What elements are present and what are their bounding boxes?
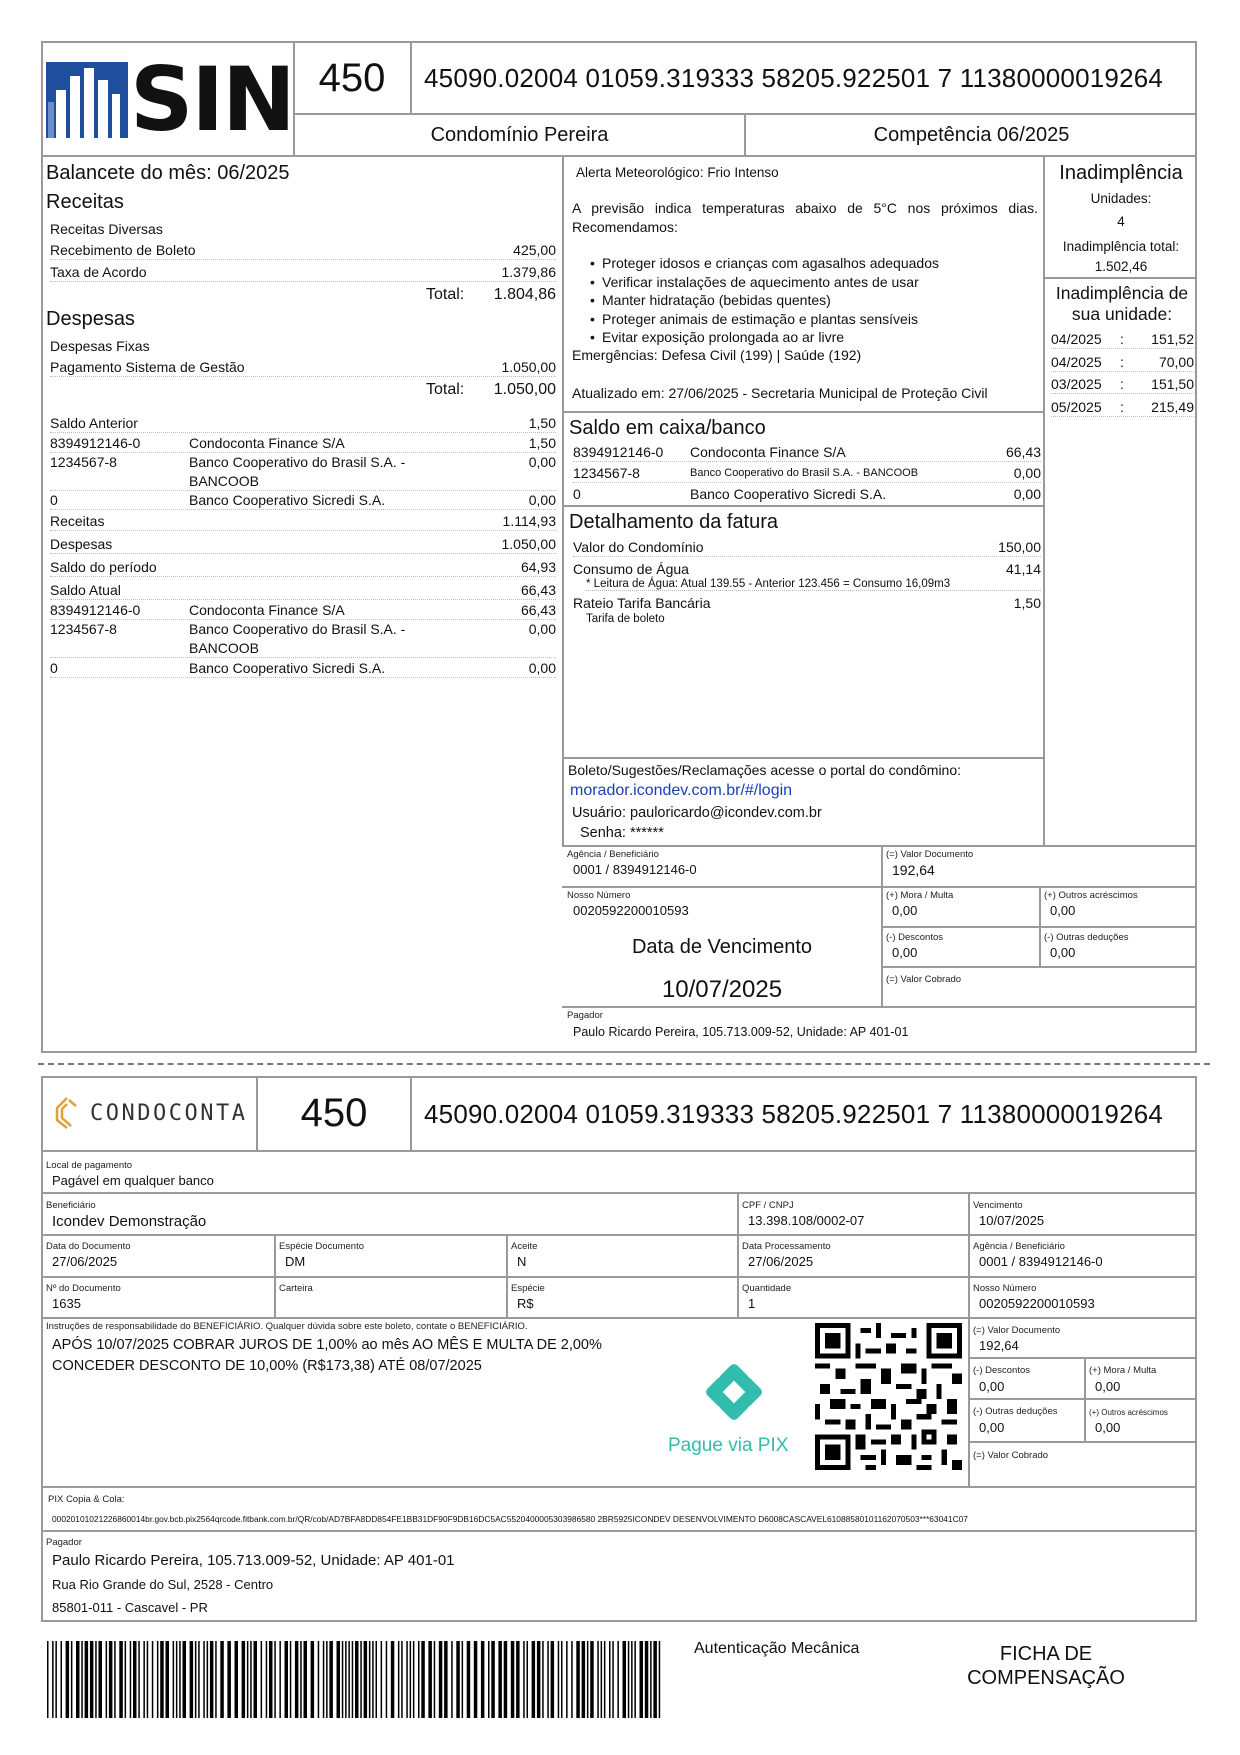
barcode-bar — [566, 1641, 568, 1718]
doc-value: 192,64 — [892, 862, 935, 878]
barcode-bar — [571, 1641, 573, 1718]
barcode-bar — [311, 1641, 315, 1718]
barcode-bar — [527, 1641, 529, 1718]
slip-our-number-label: Nosso Número — [973, 1283, 1037, 1294]
pix-copy-label: PIX Copia & Cola: — [48, 1494, 125, 1505]
barcode-bar — [183, 1641, 187, 1718]
doc-date-value: 27/06/2025 — [52, 1254, 118, 1269]
expense-row: Pagamento Sistema de Gestão 1.050,00 — [50, 359, 556, 375]
delinquency-total-label: Inadimplência total: — [1062, 239, 1180, 254]
barcode-bar — [609, 1641, 611, 1718]
slip-mora-value: 0,00 — [1095, 1379, 1121, 1394]
discount-label: (-) Descontos — [886, 932, 944, 943]
barcode-bar — [542, 1641, 544, 1718]
current-account-row: 0 Banco Cooperativo Sicredi S.A. 0,00 — [50, 660, 556, 676]
barcode-bar — [125, 1641, 127, 1718]
delinquency-units-label: Unidades: — [1090, 191, 1152, 206]
other-ded-label: (-) Outras deduções — [1044, 932, 1129, 943]
cash-row: 1234567-8 Banco Cooperativo do Brasil S.A. - BANCOOB 0,00 — [573, 465, 1041, 481]
our-number-value: 0020592200010593 — [573, 903, 689, 918]
barcode-bar — [537, 1641, 541, 1718]
barcode-bar — [386, 1641, 388, 1718]
barcode-bar — [398, 1641, 400, 1718]
pix-copy-value[interactable]: 00020101021226860014br.gov.bcb.pix2564qrcode.fitbank.com.br/QR/cob/AD7BFA8DD854FE1BB31DF90F9DB16DC5AC5520400005303986580 2BR5925ICONDEV DESENVOLVIMENTO D6008CASCAVEL61088580101162070503***63041C07 — [52, 1514, 968, 1524]
alert-updated: Atualizado em: 27/06/2025 - Secretaria Municipal de Proteção Civil — [572, 385, 988, 401]
barcode-bar — [381, 1641, 383, 1718]
barcode-bar — [467, 1641, 471, 1718]
revenue-row: Taxa de Acordo 1.379,86 — [50, 264, 556, 280]
competence: Competência 06/2025 — [873, 124, 1070, 146]
summary-row: Receitas 1.114,93 — [50, 513, 556, 529]
alert-intro: A previsão indica temperaturas abaixo de 5°C nos próximos dias. Recomendamos: — [572, 200, 1038, 235]
slip-other-add-label: (+) Outros acréscimos — [1089, 1408, 1168, 1417]
barcode-bar — [491, 1641, 495, 1718]
barcode — [47, 1641, 667, 1718]
portal-link[interactable]: morador.icondev.com.br/#/login — [570, 782, 793, 799]
sin-logo — [46, 48, 294, 151]
barcode-bar — [576, 1641, 580, 1718]
barcode-bar — [210, 1641, 214, 1718]
barcode-bar — [498, 1641, 502, 1718]
expenses-group: Despesas Fixas — [50, 338, 150, 354]
doc-no-value: 1635 — [52, 1296, 81, 1311]
barcode-bar — [645, 1641, 649, 1718]
barcode-bar — [247, 1641, 249, 1718]
barcode-bar — [488, 1641, 490, 1718]
barcode-bar — [444, 1641, 448, 1718]
mora-value: 0,00 — [892, 903, 918, 918]
barcode-bar — [279, 1641, 281, 1718]
slip-payer-line: Paulo Ricardo Pereira, 105.713.009-52, Unidade: AP 401-01 — [52, 1552, 455, 1569]
accept-label: Aceite — [511, 1241, 538, 1252]
doc-date-label: Data do Documento — [46, 1241, 131, 1252]
slip-mora-label: (+) Mora / Multa — [1089, 1365, 1157, 1376]
alert-item: • Proteger animais de estimação e plantas sensíveis — [586, 310, 1036, 329]
barcode-bar — [227, 1641, 231, 1718]
doc-value-label: (=) Valor Documento — [886, 849, 974, 860]
qty-label: Quantidade — [742, 1283, 792, 1294]
revenues-group: Receitas Diversas — [50, 221, 163, 237]
barcode-bar — [418, 1641, 420, 1718]
barcode-bar — [90, 1641, 94, 1718]
place-value: Pagável em qualquer banco — [52, 1173, 214, 1188]
condoconta-logo — [54, 1094, 254, 1134]
barcode-bar — [337, 1641, 341, 1718]
portal-password: Senha: ****** — [580, 825, 664, 841]
barcode-line: 45090.02004 01059.319333 58205.922501 7 11380000019264 — [424, 63, 1164, 93]
beneficiary-value: Icondev Demonstração — [52, 1213, 207, 1230]
barcode-bar — [114, 1641, 116, 1718]
alert-item: • Manter hidratação (bebidas quentes) — [586, 291, 1036, 310]
barcode-bar — [434, 1641, 436, 1718]
slip-agency-value: 0001 / 8394912146-0 — [979, 1254, 1103, 1269]
barcode-bar — [369, 1641, 371, 1718]
qty-value: 1 — [748, 1296, 756, 1311]
mora-label: (+) Mora / Multa — [886, 890, 954, 901]
current-account-row: 1234567-8 Banco Cooperativo do Brasil S.A. - 0,00 — [50, 621, 556, 637]
invoice-water-row: Consumo de Água 41,14 — [573, 561, 1041, 577]
barcode-bar — [547, 1641, 549, 1718]
barcode-bar — [364, 1641, 368, 1718]
instruction-line: APÓS 10/07/2025 COBRAR JUROS DE 1,00% ao mês AO MÊS E MULTA DE 2,00% — [52, 1337, 602, 1353]
other-add-label: (+) Outros acréscimos — [1044, 890, 1138, 901]
current-account-row: 8394912146-0 Condoconta Finance S/A 66,43 — [50, 602, 556, 618]
barcode-bar — [561, 1641, 563, 1718]
pix-text: Pague via PIX — [668, 1435, 789, 1456]
beneficiary-label: Beneficiário — [46, 1200, 96, 1211]
barcode-bar — [623, 1641, 627, 1718]
barcode-bar — [61, 1641, 63, 1718]
alert-item: • Evitar exposição prolongada ao ar livre — [586, 328, 1036, 347]
barcode-bar — [160, 1641, 164, 1718]
barcode-bar — [474, 1641, 478, 1718]
other-add-value: 0,00 — [1050, 903, 1076, 918]
barcode-bar — [462, 1641, 464, 1718]
barcode-bar — [55, 1641, 57, 1718]
slip-discount-label: (-) Descontos — [973, 1365, 1031, 1376]
cash-row: 8394912146-0 Condoconta Finance S/A 66,43 — [573, 444, 1041, 460]
cut-line — [38, 1063, 1210, 1065]
barcode-bar — [355, 1641, 359, 1718]
previous-account-row: 8394912146-0 Condoconta Finance S/A 1,50 — [50, 435, 556, 451]
barcode-bar — [348, 1641, 350, 1718]
invoice-water-note: * Leitura de Água: Atual 139.55 - Anterior 123.456 = Consumo 16,09m3 — [586, 578, 1041, 591]
species-label: Espécie — [511, 1283, 545, 1294]
barcode-bar — [631, 1641, 633, 1718]
due-label: Vencimento — [973, 1200, 1023, 1211]
summary-row: Despesas 1.050,00 — [50, 536, 556, 552]
revenues-title: Receitas — [46, 191, 124, 213]
barcode-bar — [138, 1641, 140, 1718]
invoice-title: Detalhamento da fatura — [569, 511, 779, 533]
barcode-bar — [52, 1641, 54, 1718]
agency-value: 0001 / 8394912146-0 — [573, 862, 697, 877]
barcode-bar — [326, 1641, 328, 1718]
barcode-bar — [220, 1641, 224, 1718]
barcode-bar — [254, 1641, 258, 1718]
cash-row: 0 Banco Cooperativo Sicredi S.A. 0,00 — [573, 486, 1041, 502]
barcode-bar — [410, 1641, 412, 1718]
barcode-bar — [372, 1641, 374, 1718]
doc-no-label: Nº do Documento — [46, 1283, 121, 1294]
unit-delinquency-row: 04/2025 : 151,52 — [1051, 331, 1194, 347]
ficha-title — [946, 1642, 1146, 1690]
barcode-bar — [300, 1641, 302, 1718]
barcode-bar — [99, 1641, 103, 1718]
doc-kind-value: DM — [285, 1254, 306, 1269]
barcode-bar — [235, 1641, 239, 1718]
barcode-bar — [119, 1641, 123, 1718]
slip-bank-code: 450 — [300, 1091, 368, 1135]
barcode-bar — [342, 1641, 344, 1718]
barcode-bar — [81, 1641, 83, 1718]
barcode-bar — [133, 1641, 137, 1718]
previous-account-row: 0 Banco Cooperativo Sicredi S.A. 0,00 — [50, 492, 556, 508]
ficha-line: FICHA DE — [999, 1643, 1093, 1665]
payer-label: Pagador — [567, 1010, 603, 1021]
invoice-fee-note: Tarifa de boleto — [586, 613, 665, 625]
barcode-bar — [558, 1641, 560, 1718]
charged-label: (=) Valor Cobrado — [886, 974, 962, 985]
pix-icon — [706, 1364, 762, 1420]
balance-title: Balancete do mês: 06/2025 — [46, 162, 290, 184]
barcode-bar — [66, 1641, 70, 1718]
barcode-bar — [274, 1641, 276, 1718]
auth-label: Autenticação Mecânica — [694, 1640, 860, 1657]
slip-agency-label: Agência / Beneficiário — [973, 1241, 1065, 1252]
cash-title: Saldo em caixa/banco — [569, 417, 766, 439]
previous-account-row: 1234567-8 Banco Cooperativo do Brasil S.A. - 0,00 — [50, 454, 556, 470]
barcode-bar — [653, 1641, 657, 1718]
slip-barcode-line: 45090.02004 01059.319333 58205.922501 7 11380000019264 — [424, 1099, 1164, 1129]
barcode-bar — [109, 1641, 113, 1718]
summary-row: Saldo do período 64,93 — [50, 559, 556, 575]
ficha-line: COMPENSAÇÃO — [967, 1667, 1125, 1689]
barcode-bar — [269, 1641, 273, 1718]
barcode-bar — [628, 1641, 630, 1718]
invoice-fee-row: Rateio Tarifa Bancária 1,50 — [573, 595, 1041, 611]
slip-other-ded-value: 0,00 — [979, 1420, 1005, 1435]
previous-balance: Saldo Anterior 1,50 — [50, 415, 556, 431]
slip-doc-value-label: (=) Valor Documento — [973, 1325, 1061, 1336]
due-value: 10/07/2025 — [979, 1213, 1045, 1228]
current-account-row-cont: BANCOOB — [50, 638, 556, 658]
unit-delinquency-row: 04/2025 : 70,00 — [1051, 354, 1194, 370]
barcode-bar — [290, 1641, 292, 1718]
barcode-bar — [504, 1641, 508, 1718]
alert-emergency: Emergências: Defesa Civil (199) | Saúde (192) — [572, 347, 862, 363]
species-value: R$ — [517, 1296, 534, 1311]
discount-value: 0,00 — [892, 945, 918, 960]
instruction-line: CONCEDER DESCONTO DE 10,00% (R$173,38) ATÉ 08/07/2025 — [52, 1358, 482, 1374]
barcode-bar — [176, 1641, 178, 1718]
our-number-label: Nosso Número — [567, 890, 631, 901]
barcode-bar — [582, 1641, 586, 1718]
delinquency-title: Inadimplência — [1059, 162, 1183, 184]
delinquency-units-value: 4 — [1117, 214, 1125, 229]
unit-delinquency-row: 03/2025 : 151,50 — [1051, 376, 1194, 392]
barcode-bar — [285, 1641, 289, 1718]
barcode-bar — [516, 1641, 520, 1718]
barcode-bar — [551, 1641, 555, 1718]
alert-item: • Verificar instalações de aquecimento antes de usar — [586, 273, 1036, 292]
barcode-bar — [147, 1641, 149, 1718]
barcode-bar — [523, 1641, 525, 1718]
due-title: Data de Vencimento — [631, 936, 813, 958]
barcode-bar — [47, 1641, 49, 1718]
barcode-bar — [318, 1641, 320, 1718]
barcode-bar — [190, 1641, 194, 1718]
barcode-bar — [143, 1641, 145, 1718]
proc-date-value: 27/06/2025 — [748, 1254, 814, 1269]
slip-other-add-value: 0,00 — [1095, 1420, 1121, 1435]
barcode-bar — [203, 1641, 205, 1718]
slip-our-number-value: 0020592200010593 — [979, 1296, 1095, 1311]
barcode-bar — [352, 1641, 354, 1718]
barcode-bar — [345, 1641, 347, 1718]
alert-title: Alerta Meteorológico: Frio Intenso — [576, 165, 779, 180]
place-label: Local de pagamento — [46, 1160, 133, 1171]
barcode-bar — [612, 1641, 614, 1718]
slip-discount-value: 0,00 — [979, 1379, 1005, 1394]
barcode-bar — [179, 1641, 181, 1718]
slip-payer-line: Rua Rio Grande do Sul, 2528 - Centro — [52, 1577, 274, 1592]
barcode-bar — [166, 1641, 170, 1718]
invoice-condo-row: Valor do Condomínio 150,00 — [573, 539, 1041, 555]
barcode-bar — [406, 1641, 408, 1718]
barcode-bar — [481, 1641, 485, 1718]
barcode-bar — [266, 1641, 268, 1718]
barcode-bar — [329, 1641, 333, 1718]
barcode-bar — [401, 1641, 403, 1718]
barcode-bar — [295, 1641, 299, 1718]
alert-item: • Proteger idosos e crianças com agasalhos adequados — [586, 254, 1036, 273]
doc-kind-label: Espécie Documento — [279, 1241, 365, 1252]
instructions-label: Instruções de responsabilidade do BENEFICIÁRIO. Qualquer dúvida sobre este boleto, contate o BENEFICIÁRIO. — [46, 1321, 528, 1332]
revenues-total: Total: 1.804,86 — [426, 286, 556, 303]
delinquency-total-value: 1.502,46 — [1094, 259, 1148, 274]
barcode-bar — [617, 1641, 619, 1718]
barcode-bar — [421, 1641, 425, 1718]
condominium-name: Condomínio Pereira — [430, 124, 609, 146]
barcode-bar — [130, 1641, 132, 1718]
barcode-bar — [157, 1641, 159, 1718]
portal-user: Usuário: pauloricardo@icondev.com.br — [572, 805, 822, 821]
expenses-total: Total: 1.050,00 — [426, 381, 556, 398]
proc-date-label: Data Processamento — [742, 1241, 831, 1252]
cnpj-value: 13.398.108/0002-07 — [748, 1213, 865, 1228]
barcode-bar — [634, 1641, 636, 1718]
barcode-bar — [242, 1641, 246, 1718]
previous-account-row-cont: BANCOOB — [50, 471, 556, 491]
barcode-bar — [250, 1641, 252, 1718]
slip-charged-label: (=) Valor Cobrado — [973, 1450, 1049, 1461]
unit-delinquency-title: Inadimplência de sua unidade: — [1055, 283, 1189, 324]
barcode-bar — [597, 1641, 599, 1718]
barcode-bar — [601, 1641, 603, 1718]
barcode-bar — [173, 1641, 175, 1718]
barcode-bar — [360, 1641, 362, 1718]
slip-payer-label: Pagador — [46, 1537, 82, 1548]
unit-delinquency-row: 05/2025 : 215,49 — [1051, 399, 1194, 415]
barcode-bar — [391, 1641, 395, 1718]
logo-text: SIN — [130, 48, 294, 151]
barcode-bar — [376, 1641, 378, 1718]
slip-payer-line: 85801-011 - Cascavel - PR — [52, 1600, 208, 1615]
payer-value: Paulo Ricardo Pereira, 105.713.009-52, Unidade: AP 401-01 — [573, 1025, 909, 1039]
barcode-bar — [207, 1641, 209, 1718]
condoconta-brand: CONDOCONTA — [90, 1101, 248, 1126]
expenses-title: Despesas — [46, 308, 135, 330]
barcode-bar — [95, 1641, 97, 1718]
barcode-bar — [106, 1641, 108, 1718]
barcode-bar — [198, 1641, 200, 1718]
cnpj-label: CPF / CNPJ — [742, 1200, 794, 1211]
qr-code[interactable] — [815, 1323, 962, 1470]
barcode-bar — [85, 1641, 89, 1718]
barcode-bar — [587, 1641, 589, 1718]
slip-other-ded-label: (-) Outras deduções — [973, 1406, 1058, 1417]
barcode-bar — [640, 1641, 644, 1718]
barcode-bar — [439, 1641, 443, 1718]
portal-text: Boleto/Sugestões/Reclamações acesse o portal do condômino: — [568, 762, 962, 778]
barcode-bar — [304, 1641, 308, 1718]
barcode-bar — [71, 1641, 73, 1718]
barcode-bar — [532, 1641, 536, 1718]
agency-label: Agência / Beneficiário — [567, 849, 659, 860]
bank-code: 450 — [318, 56, 386, 100]
barcode-bar — [152, 1641, 154, 1718]
revenue-row: Recebimento de Boleto 425,00 — [50, 242, 556, 258]
accept-value: N — [517, 1254, 527, 1269]
barcode-bar — [413, 1641, 415, 1718]
barcode-bar — [323, 1641, 325, 1718]
barcode-bar — [195, 1641, 197, 1718]
barcode-bar — [659, 1641, 661, 1718]
barcode-bar — [511, 1641, 515, 1718]
barcode-bar — [604, 1641, 606, 1718]
barcode-bars — [47, 1641, 667, 1718]
barcode-bar — [76, 1641, 80, 1718]
slip-doc-value: 192,64 — [979, 1338, 1019, 1353]
due-date: 10/07/2025 — [661, 976, 783, 1003]
other-ded-value: 0,00 — [1050, 945, 1076, 960]
summary-row: Saldo Atual 66,43 — [50, 582, 556, 598]
barcode-bar — [456, 1641, 460, 1718]
wallet-label: Carteira — [279, 1283, 313, 1294]
barcode-bar — [215, 1641, 217, 1718]
barcode-bar — [590, 1641, 594, 1718]
barcode-bar — [261, 1641, 263, 1718]
condoconta-logo-icon — [54, 1096, 80, 1130]
alert-list — [586, 254, 1036, 347]
barcode-bar — [650, 1641, 652, 1718]
barcode-bar — [428, 1641, 432, 1718]
barcode-bar — [451, 1641, 453, 1718]
